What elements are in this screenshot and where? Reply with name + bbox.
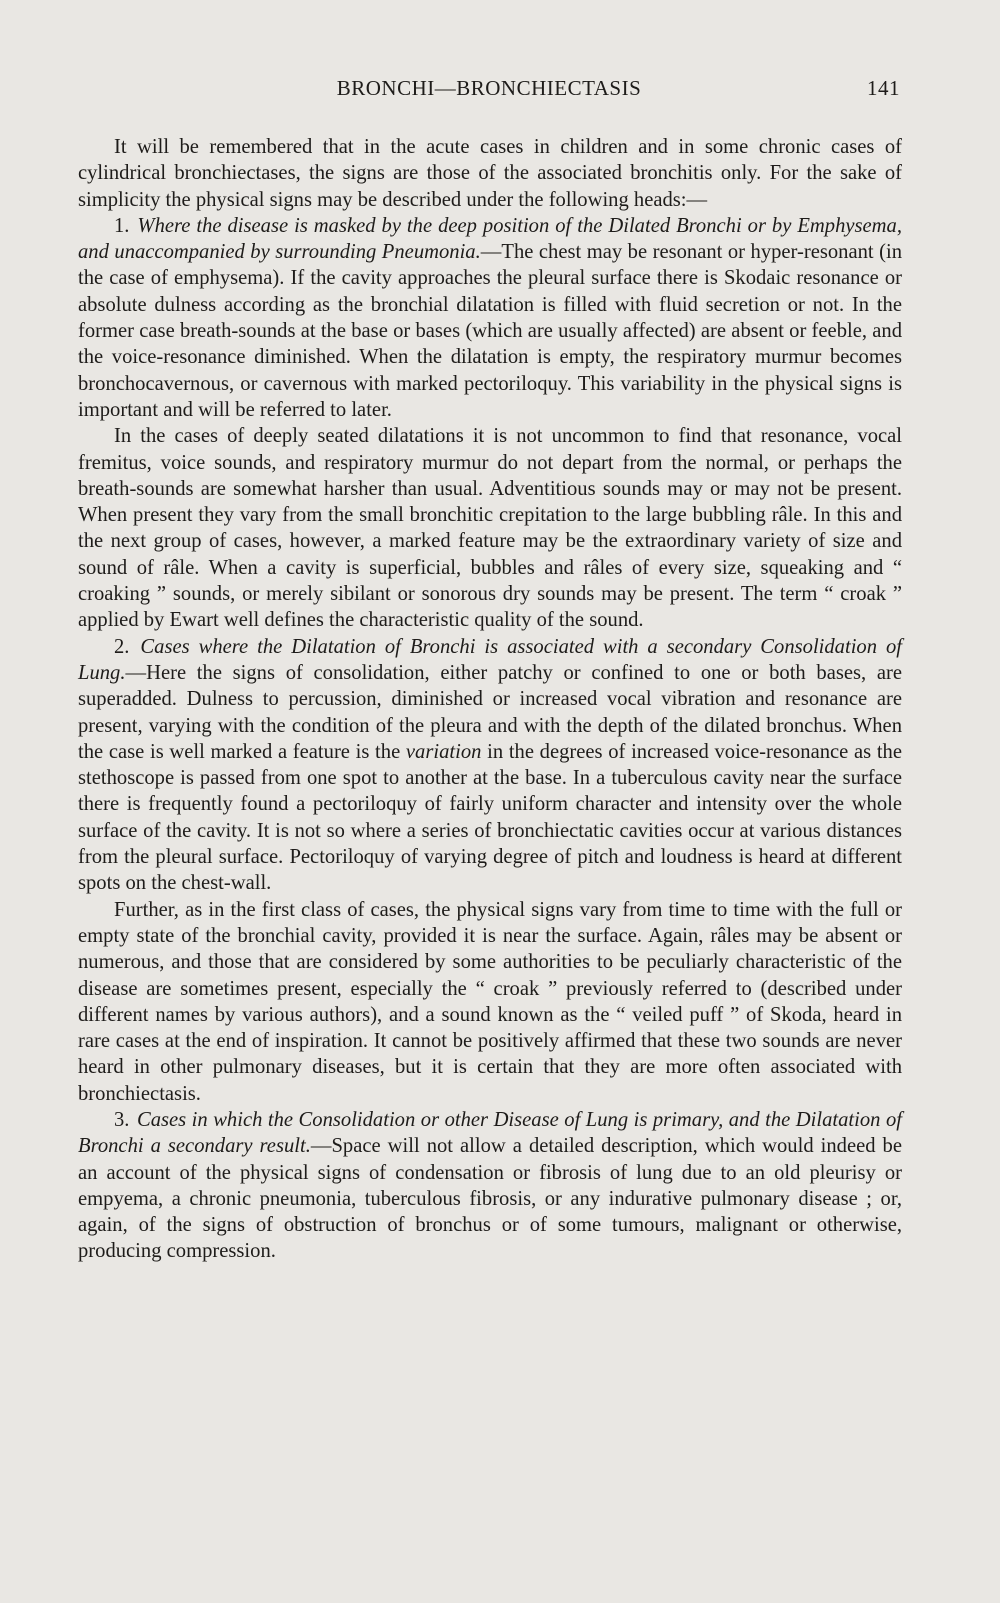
group-body-continued: in the degrees of increased voice-resonance as the stethoscope is passed from one spot to another at the base. In a tuberculous cavity near the surface there is frequently found a pectoriloquy of fairly uniform character and intensity over the whole surface of the cavity. It is not so where a series of bronchiectatic cavities occur at various distances from the pleural surface. Pectoriloquy of varying degree of pitch and loudness is heard at different spots on the chest-wall. [78,740,902,895]
group-heading: Cases in which the Consolidation or other Disease of Lung is primary, and the Dilatation of Bronchi a secondary result. [78,1108,902,1158]
paragraph-group-3 [78,1107,902,1265]
running-title: BRONCHI—BRONCHIECTASIS [336,76,642,100]
paragraph-intro: It will be remembered that in the acute cases in children and in some chronic cases of cylindrical bronchiectases, the signs are those of the associated bronchitis only. For the sake of simplicity the physical signs may be described under the following heads:— [78,136,902,211]
emphasis-word: variation [405,740,482,763]
group-heading: Cases where the Dilatation of Bronchi is associated with a secondary Consolidation of Lung. [78,635,902,684]
group-body: —Space will not allow a detailed description, which would indeed be an account of the physical signs of condensation or fibrosis of lung due to an old pleurisy or empyema, a chronic pneumonia, tuberculous fibrosis, or any indurative pulmonary disease ; or, again, of the signs of obstruction of bronchus or of some tumours, malignant or otherwise, producing compression. [78,1135,902,1263]
paragraph-group-1 [78,213,902,423]
body-text [78,134,902,1265]
paragraph-group-2 [78,634,902,897]
paragraph-further: Further, as in the first class of cases, the physical signs vary from time to time with the full or empty state of the bronchial cavity, provided it is near the surface. Again, râles may be absent or numerous, and those that are considered by some authorities to be peculiarly characteristic of the disease are sometimes present, especially the “ croak ” previously referred to (described under different names by various authors), and a sound known as the “ veiled puff ” of Skoda, heard in rare cases at the end of inspiration. It cannot be positively affirmed that these two sounds are never heard in other pulmonary diseases, but it is certain that they are more often associated with bronchiectasis. [78,898,902,1105]
group-number: 3. [114,1108,130,1131]
group-number: 1. [114,214,130,237]
group-body: —Here the signs of consolidation, either patchy or confined to one or both bases, are superadded. Dulness to percussion, diminished or increased vocal vibration and resonance are present, varying with the condition of the pleura and with the depth of the dilated bronchus. When the case is well marked a feature is the [78,661,902,763]
page-number: 141 [867,76,900,100]
running-header [78,76,900,106]
paragraph-deep-dilatations: In the cases of deeply seated dilatations it is not uncommon to find that resonance, vocal fremitus, voice sounds, and respiratory murmur do not depart from the normal, or perhaps the breath-sounds are somewhat harsher than usual. Adventitious sounds may or may not be present. When present they vary from the small bronchitic crepitation to the large bubbling râle. In this and the next group of cases, however, a marked feature may be the extraordinary variety of size and sound of râle. When a cavity is superficial, bubbles and râles of every size, squeaking and “ croaking ” sounds, or merely sibilant or sonorous dry sounds may be present. The term “ croak ” applied by Ewart well defines the characteristic quality of the sound. [78,425,902,632]
group-number: 2. [114,635,130,658]
group-heading: Where the disease is masked by the deep position of the Dilated Bronchi or by Emphysema, and unaccompanied by surrounding Pneumonia. [78,214,902,264]
group-body: —The chest may be resonant or hyper-resonant (in the case of emphysema). If the cavity approaches the pleural surface there is Skodaic resonance or absolute dulness according as the bronchial dilatation is filled with fluid secretion or not. In the former case breath-sounds at the base or bases (which are usually affected) are absent or feeble, and the voice-resonance diminished. When the dilatation is empty, the respiratory murmur becomes bronchocavernous, or cavernous with marked pectoriloquy. This variability in the physical signs is important and will be referred to later. [78,241,902,421]
